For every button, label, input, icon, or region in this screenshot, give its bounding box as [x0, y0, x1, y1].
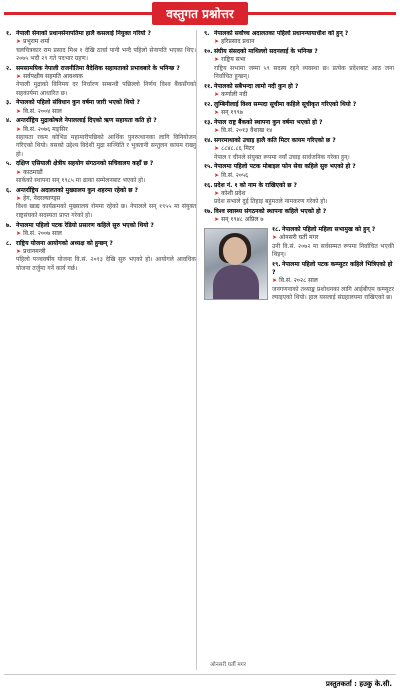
- question-item: [204, 226, 394, 259]
- question-item: [6, 240, 196, 273]
- answer-text: [204, 172, 394, 180]
- answer-note: चलचित्रकार राम प्रसाद मिश्र १ देखि ठार्चा पानी भन्दै पहिलो सेनापति भएका थिए। २०७५ भदौ २९ गते पदभार ग्रहण।: [16, 46, 196, 62]
- answer-body: कर्णाली नदी: [221, 91, 248, 99]
- question-body: नेपालको सबैभन्दा लामो नदी कुन हो ?: [214, 82, 299, 90]
- question-number: १८.: [272, 226, 281, 234]
- answer-note: सार्कको स्थापना सन् १९८५ मा ढाका सम्मेलनबाट भएको हो।: [16, 177, 146, 185]
- question-item: [6, 117, 196, 158]
- bottom-rule: [4, 674, 396, 675]
- question-body: नेपालमा पहिलो पटक रेडियो प्रसारण कहिले सुरु भएको थियो ?: [16, 221, 154, 229]
- question-item: [204, 119, 394, 136]
- answer-marker-icon: ➤: [214, 145, 222, 153]
- answer-text: [204, 109, 394, 117]
- answer-marker-icon: ➤: [16, 72, 24, 80]
- question-item: [204, 30, 394, 47]
- answer-note: उनी वि.सं. २०७२ मा सर्वसम्मत रूपमा निर्वाचित भएकी थिइन्।: [272, 242, 394, 258]
- question-number: १६.: [204, 181, 213, 189]
- question-text: [204, 101, 394, 109]
- answer-text: [6, 126, 196, 134]
- question-number: ५.: [6, 160, 12, 168]
- question-item: [6, 30, 196, 63]
- photo-face: [223, 237, 247, 265]
- answer-marker-icon: ➤: [214, 171, 222, 179]
- answer-marker-icon: ➤: [272, 277, 280, 285]
- question-number: १४.: [204, 137, 213, 145]
- question-body: नेपाली सेनाको प्रधानसेनापतिमा हालै कसलाई नियुक्त गरियो ?: [16, 30, 152, 37]
- answer-marker-icon: ➤: [214, 109, 222, 117]
- answer-text: [6, 38, 196, 46]
- answer-body: ८८४८.८६ मिटर: [221, 145, 255, 153]
- question-item: [6, 99, 196, 116]
- question-text: [6, 117, 196, 125]
- answer-note: पहिलो पञ्चवर्षीय योजना वि.सं. २०१३ देखि सुरु भएको हो। आयोगले आवधिक योजना तर्जुमा गर्ने कार्य गर्छ।: [16, 256, 196, 272]
- question-item: [204, 48, 394, 81]
- question-item: [204, 163, 394, 180]
- question-item: [204, 101, 394, 118]
- answer-body: कोशी प्रदेश: [221, 189, 246, 197]
- question-number: ३.: [6, 99, 12, 107]
- question-number: १७.: [204, 207, 213, 215]
- answer-note: सहायता रकम कोभिड महामारीपछिको आर्थिक पुनरुत्थानका लागि विनियोजन गरिएको थियो। यसको उद्देश्य विदेशी मुद्रा सञ्चिति र भुक्तानी सन्तुलन कायम राख्नु हो।: [16, 134, 196, 158]
- question-number: १९.: [272, 260, 281, 268]
- question-body: नेपाल राष्ट्र बैंकको स्थापना कुन वर्षमा भएको हो ?: [214, 118, 323, 126]
- question-item: [6, 65, 196, 98]
- question-body: विश्व स्वास्थ्य संगठनको स्थापना कहिले भएको हो ?: [214, 207, 327, 215]
- question-text: [6, 160, 196, 168]
- question-body: अन्तर्राष्ट्रिय मुद्राकोषले नेपाललाई दिएको ऋण सहायता कति हो ?: [16, 117, 157, 125]
- answer-marker-icon: ➤: [214, 56, 222, 64]
- page-header: [0, 0, 400, 26]
- answer-text: [204, 56, 394, 64]
- answer-body: ओनसरी घर्ती मगर: [279, 234, 319, 242]
- page-title: वस्तुगत प्रश्नोत्तर: [152, 2, 248, 25]
- answer-body: सन् १९९७: [221, 109, 243, 117]
- question-number: ६.: [6, 186, 12, 194]
- answer-marker-icon: ➤: [214, 127, 222, 135]
- answer-text: [204, 127, 394, 135]
- question-number: २.: [6, 64, 12, 72]
- answer-body: वि.सं. २००७ साल: [23, 229, 62, 237]
- question-text: [204, 208, 394, 216]
- answer-text: [204, 91, 394, 99]
- answer-marker-icon: ➤: [16, 247, 24, 255]
- answer-body: प्रधानमन्त्री: [23, 247, 46, 255]
- answer-body: सन् १९४८ अप्रिल ७: [221, 216, 264, 224]
- question-number: १५.: [204, 163, 213, 171]
- answer-marker-icon: ➤: [214, 91, 222, 99]
- answer-text: [204, 216, 394, 224]
- answer-note: जनगणनाको तथ्याङ्क प्रशोधनका लागि आईबीएम कम्प्युटर ल्याइएको थियो। हाल यसलाई संग्रहालयमा राखिएको छ।: [272, 285, 394, 301]
- answer-marker-icon: ➤: [214, 216, 222, 224]
- question-item: [6, 160, 196, 185]
- question-body: सगरमाथाको उचाइ हालै कति मिटर कायम गरिएको छ ?: [214, 137, 336, 145]
- question-item: [6, 222, 196, 239]
- answer-marker-icon: ➤: [214, 38, 222, 46]
- portrait-photo: [204, 228, 268, 300]
- answer-marker-icon: ➤: [16, 38, 24, 46]
- qa-columns: [6, 30, 394, 670]
- answer-marker-icon: ➤: [16, 107, 24, 115]
- answer-marker-icon: ➤: [16, 125, 24, 133]
- answer-body: प्रभुराम शर्मा: [23, 38, 50, 46]
- answer-note: नेपाल र चीनले संयुक्त रूपमा नयाँ उचाइ सार्वजनिक गरेका हुन्।: [214, 153, 350, 161]
- answer-body: सर्वपक्षीय सहमति आवश्यक: [23, 72, 83, 80]
- answer-body: हरिप्रसाद प्रधान: [221, 38, 255, 46]
- question-body: नेपालको पहिलो महिला सभामुख को हुन् ?: [282, 226, 376, 234]
- question-body: राष्ट्रिय योजना आयोगको अध्यक्ष को हुन्छन् ?: [16, 239, 113, 247]
- answer-body: वि.सं. २०७६ मङ्सिर: [23, 125, 68, 133]
- question-text: [204, 163, 394, 171]
- answer-text: [204, 38, 394, 46]
- answer-body: वि.सं. २०१३ वैशाख १४: [221, 127, 273, 135]
- answer-marker-icon: ➤: [16, 229, 24, 237]
- question-body: अन्तर्राष्ट्रिय अदालतको मुख्यालय कुन शहरमा रहेको छ ?: [16, 186, 138, 194]
- answer-marker-icon: ➤: [214, 189, 222, 197]
- question-text: [6, 99, 196, 107]
- answer-marker-icon: ➤: [16, 195, 24, 203]
- answer-marker-icon: ➤: [16, 168, 24, 176]
- author-credit: प्रस्तुतकर्ता : हउकु के.सी.: [325, 680, 392, 688]
- answer-body: वि.सं. २००४ साल: [23, 107, 62, 115]
- photo-body: [213, 265, 259, 299]
- answer-body: वि.सं. २०२८ साल: [279, 277, 318, 285]
- question-number: १०.: [204, 48, 213, 56]
- answer-body: हेग, नेदरल्याण्ड्स: [23, 195, 61, 203]
- answer-text: [6, 169, 196, 177]
- question-text: [6, 187, 196, 195]
- answer-body: राष्ट्रिय सभा: [221, 56, 246, 64]
- question-number: ७.: [6, 221, 12, 229]
- question-body: दक्षिण एसियाली क्षेत्रीय सहयोग संगठनको सचिवालय कहाँ छ ?: [16, 160, 154, 168]
- left-column: [6, 30, 196, 670]
- question-body: नेपालको सर्वोच्च अदालतका पहिलो प्रधानन्यायाधीश को हुन् ?: [214, 30, 349, 37]
- question-text: [6, 65, 196, 73]
- question-body: समसामयिक नेपाली राजनीतिमा वैदेशिक सहायताको प्रभावबारे के भनिन्छ ?: [16, 64, 180, 72]
- question-number: १२.: [204, 100, 213, 108]
- answer-note: प्रदेश सभाले दुई तिहाइ बहुमतले नामकरण गरेको हो।: [214, 198, 328, 206]
- question-item: [6, 187, 196, 220]
- question-number: ११.: [204, 82, 213, 90]
- answer-note: विश्व खाद्य कार्यक्रमको मुख्यालय रोममा रहेको छ। नेपालले सन् १९५५ मा संयुक्त राष्ट्रसंघको सदस्यता प्राप्त गरेको हो।: [16, 203, 196, 219]
- answer-text: [6, 108, 196, 116]
- answer-text: [204, 145, 394, 153]
- question-item: [204, 83, 394, 100]
- question-item: [204, 137, 394, 162]
- answer-body: काठमाडौं: [23, 168, 43, 176]
- question-number: ८.: [6, 239, 12, 247]
- answer-text: [204, 190, 394, 198]
- answer-text: [6, 248, 196, 256]
- question-body: संघीय संसदको माथिल्लो सदनलाई के भनिन्छ ?: [214, 48, 318, 56]
- answer-body: वि.सं. २०५६: [221, 171, 249, 179]
- question-body: लुम्बिनीलाई विश्व सम्पदा सूचीमा कहिले सूचीकृत गरिएको थियो ?: [214, 100, 357, 108]
- column-divider: [196, 30, 197, 670]
- question-body: नेपालको पहिलो संविधान कुन वर्षमा जारी भएको थियो ?: [16, 99, 141, 107]
- question-number: १.: [6, 30, 12, 37]
- question-body: नेपालमा पहिलो पटक मोबाइल फोन सेवा कहिले सुरु भएको हो ?: [214, 163, 356, 171]
- question-item: [204, 208, 394, 225]
- right-column: [204, 30, 394, 670]
- question-text: [6, 240, 196, 248]
- answer-marker-icon: ➤: [272, 234, 280, 242]
- question-text: [204, 182, 394, 190]
- question-body: प्रदेश नं. १ को नाम के राखिएको छ ?: [214, 181, 297, 189]
- question-number: १३.: [204, 118, 213, 126]
- question-body: नेपालमा पहिलो पटक कम्प्युटर कहिले भित्रिएको हो ?: [272, 260, 393, 277]
- answer-text: [6, 230, 196, 238]
- question-number: ९.: [204, 30, 210, 37]
- photo-caption: ओनसरी घर्ती मगर: [210, 662, 247, 668]
- question-number: ४.: [6, 117, 12, 125]
- answer-note: राष्ट्रिय सभामा जम्मा ५९ सदस्य रहने व्यवस्था छ। प्रत्येक प्रदेशबाट आठ जना निर्वाचित हुन्छन्।: [214, 64, 394, 80]
- question-text: [6, 222, 196, 230]
- question-item: [204, 182, 394, 207]
- question-text: [204, 83, 394, 91]
- answer-note: नेपाली मुद्राको विनिमय दर निर्धारण सम्बन्धी पछिल्लो निर्णय विश्व बैंकसँगको सहकार्यमा आधारित छ।: [16, 81, 196, 97]
